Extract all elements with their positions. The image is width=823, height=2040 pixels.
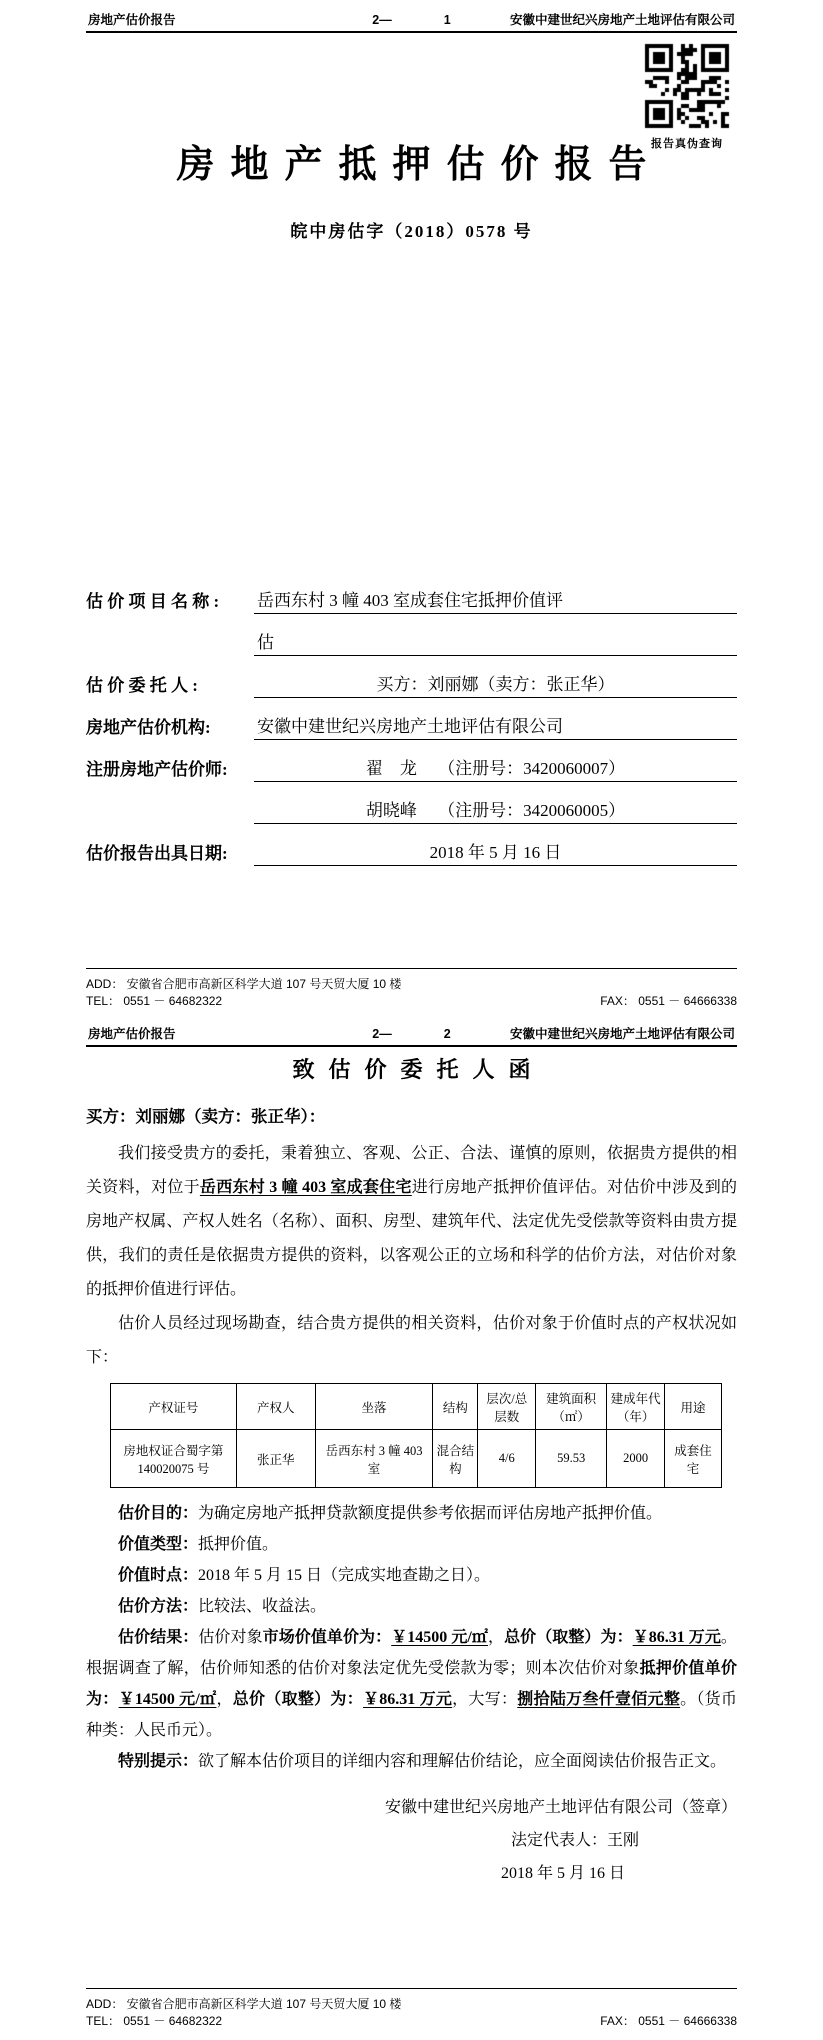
section-purpose: 估价目的：为确定房地产抵押贷款额度提供参考依据而评估房地产抵押价值。 [118, 1505, 663, 1522]
col-floor: 层次/总层数 [478, 1384, 536, 1430]
cover-fields [86, 572, 737, 866]
letter-paragraph-1: 我们接受贵方的委托，秉着独立、客观、公正、合法、谨慎的原则，依据贵方提供的相关资料，对位于岳西东村 3 幢 403 室成套住宅进行房地产抵押价值评估。对估价中涉及到的房地产权属、产权人姓名（名称）、面积、房型、建筑年代、法定优先受偿款等资料由贵方提供，我们的责任是依据贵方提供的资料，以客观公正的立场和科学的估价方法，对估价对象的抵押价值进行评估。 [86, 1145, 737, 1298]
field-value: 胡晓峰 （注册号：3420060005） [254, 796, 737, 824]
field-issue-date [86, 824, 737, 866]
signature-company: 安徽中建世纪兴房地产土地评估有限公司（签章） [384, 1799, 737, 1816]
section-method: 估价方法：比较法、收益法。 [118, 1598, 327, 1615]
field-label: 注册房地产估价师: [86, 760, 228, 779]
field-project-name-cont [86, 614, 737, 656]
page-header [86, 0, 737, 33]
signature-legal-rep: 法定代表人：王刚 [510, 1832, 639, 1849]
footer-fax: FAX： 0551 － 64666338 [600, 2014, 737, 2028]
signature-date: 2018 年 5 月 16 日 [500, 1865, 625, 1882]
field-label [86, 822, 254, 824]
field-label: 估 价 项 目 名 称 : [86, 592, 220, 611]
section-result: 估价结果：估价对象市场价值单价为：￥14500 元/㎡，总价（取整）为：￥86.31 万元。根据调查了解，估价师知悉的估价对象法定优先受偿款为零；则本次估价对象抵押价值单价为：￥14500 元/㎡，总价（取整）为：￥86.31 万元，大写：捌拾陆万叁仟壹佰元整。（货币种类：人民币元）。 [86, 1629, 737, 1739]
field-value: 翟 龙 （注册号：3420060007） [254, 754, 737, 782]
header-page-prefix: 2— [372, 1027, 392, 1041]
letter-paragraph-2: 估价人员经过现场勘查，结合贵方提供的相关资料，估价对象于价值时点的产权状况如下： [86, 1315, 737, 1366]
field-label: 估价报告出具日期: [86, 844, 228, 863]
field-label: 估 价 委 托 人 : [86, 676, 198, 695]
letter-title: 致估价委托人函 [292, 1057, 545, 1082]
table-row [111, 1430, 722, 1488]
signature-block [86, 1791, 737, 1890]
col-owner: 产权人 [236, 1384, 315, 1430]
field-agency [86, 698, 737, 740]
cell-owner: 张正华 [236, 1430, 315, 1488]
field-label: 房地产估价机构: [86, 718, 211, 737]
col-cert-no: 产权证号 [111, 1384, 237, 1430]
section-value-date: 价值时点：2018 年 5 月 15 日（完成实地查勘之日）。 [118, 1567, 491, 1584]
report-doc-number: 皖中房估字（2018）0578 号 [290, 222, 533, 241]
qr-code [641, 40, 733, 132]
footer-tel: TEL： 0551 － 64682322 [86, 994, 223, 1008]
header-page-number: 1 [443, 13, 451, 27]
qr-block [637, 40, 737, 151]
footer-address: ADD： 安徽省合肥市高新区科学大道 107 号天贸大厦 10 楼 [86, 1997, 402, 2011]
page-header [86, 1020, 737, 1047]
section-notice: 特别提示：欲了解本估价项目的详细内容和理解估价结论，应全面阅读估价报告正文。 [118, 1753, 727, 1770]
qr-caption: 报告真伪查询 [651, 138, 723, 150]
cell-location: 岳西东村 3 幢 403 室 [315, 1430, 433, 1488]
footer-tel: TEL： 0551 － 64682322 [86, 2014, 223, 2028]
field-client [86, 656, 737, 698]
header-doc-type: 房地产估价报告 [88, 13, 176, 27]
header-doc-type: 房地产估价报告 [88, 1027, 176, 1041]
field-appraiser-1 [86, 740, 737, 782]
letter-page [0, 1020, 823, 2040]
col-structure: 结构 [433, 1384, 478, 1430]
cell-area: 59.53 [536, 1430, 607, 1488]
cell-cert-no: 房地权证合蜀字第 140020075 号 [111, 1430, 237, 1488]
header-page-prefix: 2— [372, 13, 392, 27]
letter-salutation: 买方：刘丽娜（卖方：张正华）： [86, 1107, 326, 1126]
col-use: 用途 [665, 1384, 722, 1430]
cell-structure: 混合结构 [433, 1430, 478, 1488]
property-table [110, 1383, 722, 1488]
field-value: 安徽中建世纪兴房地产土地评估有限公司 [254, 712, 737, 740]
footer-address: ADD： 安徽省合肥市高新区科学大道 107 号天贸大厦 10 楼 [86, 977, 402, 991]
cell-use: 成套住宅 [665, 1430, 722, 1488]
page-footer [86, 968, 737, 1010]
table-header-row [111, 1384, 722, 1430]
header-company-name: 安徽中建世纪兴房地产土地评估有限公司 [509, 13, 735, 27]
header-page-number: 2 [443, 1027, 451, 1041]
cell-floor: 4/6 [478, 1430, 536, 1488]
header-company-name: 安徽中建世纪兴房地产土地评估有限公司 [509, 1027, 735, 1041]
page-footer [86, 1988, 737, 2030]
cell-year: 2000 [607, 1430, 665, 1488]
col-area: 建筑面积（㎡） [536, 1384, 607, 1430]
field-value: 买方：刘丽娜（卖方：张正华） [254, 670, 737, 698]
field-value: 2018 年 5 月 16 日 [254, 838, 737, 866]
field-appraiser-2 [86, 782, 737, 824]
footer-fax: FAX： 0551 － 64666338 [600, 994, 737, 1008]
field-label [86, 654, 254, 656]
col-year: 建成年代（年） [607, 1384, 665, 1430]
report-title: 房地产抵押估价报告 [176, 144, 663, 186]
summary-sections [86, 1498, 737, 1777]
field-project-name [86, 572, 737, 614]
field-value: 估 [254, 628, 737, 656]
field-value: 岳西东村 3 幢 403 室成套住宅抵押价值评 [254, 586, 737, 614]
section-value-type: 价值类型：抵押价值。 [118, 1536, 279, 1553]
col-location: 坐落 [315, 1384, 433, 1430]
